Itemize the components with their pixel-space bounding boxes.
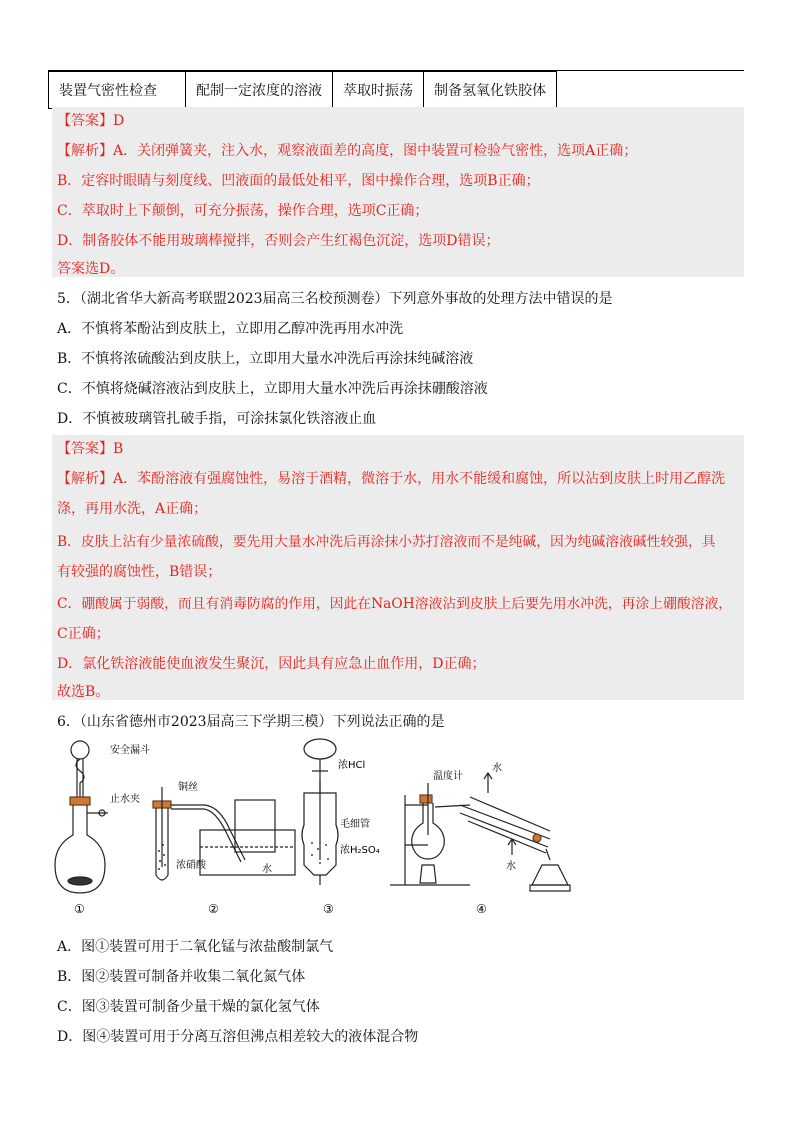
table-cell: 装置气密性检查	[49, 72, 186, 109]
apparatus-3-column-icon	[302, 739, 338, 885]
analysis-q5-line: 【解析】A．苯酚溶液有强腐蚀性，易溶于酒精，微溶于水，用水不能缓和腐蚀，所以沾到皮肤上时用乙醇洗	[57, 471, 726, 487]
analysis-q5-line: C正确；	[57, 626, 110, 642]
label-water-out: 水	[492, 763, 502, 774]
label-water-in: 水	[506, 861, 516, 872]
analysis-q5-line: 有较强的腐蚀性，B错误；	[57, 564, 222, 580]
analysis-q4-line: B．定容时眼睛与刻度线、凹液面的最低处相平，图中操作合理，选项B正确；	[57, 173, 540, 189]
analysis-q5-line: B．皮肤上沾有少量浓硫酸，要先用大量水冲洗后再涂抹小苏打溶液而不是纯碱，因为纯碱溶液碱性较强，具	[57, 534, 716, 550]
option-table	[48, 71, 557, 109]
question-6-option: D．图④装置可用于分离互溶但沸点相差较大的液体混合物	[57, 1029, 419, 1045]
analysis-q5-line: C．硼酸属于弱酸，而且有消毒防腐的作用，因此在NaOH溶液沾到皮肤上后要先用水冲洗，再涂上硼酸溶液，	[57, 596, 733, 612]
label-conc-h2so4: 浓H₂SO₄	[340, 845, 380, 856]
figure-number-1: ①	[74, 902, 85, 916]
analysis-q4-line: D．制备胶体不能用玻璃棒搅拌，否则会产生红褐色沉淀，选项D错误；	[57, 233, 500, 249]
question-5-option: D．不慎被玻璃管扎破手指，可涂抹氯化铁溶液止血	[57, 411, 377, 427]
analysis-label: 【解析】	[57, 143, 113, 159]
figure-number-4: ④	[476, 902, 487, 916]
analysis-q5-line: 涤，再用水洗，A正确；	[57, 501, 208, 517]
question-5-option: B．不慎将浓硫酸沾到皮肤上，立即用大量水冲洗后再涂抹纯碱溶液	[57, 351, 474, 367]
analysis-q4-line: 答案选D。	[57, 261, 125, 277]
apparatus-4-distillation-icon	[390, 773, 570, 891]
analysis-q5-line: D．氯化铁溶液能使血液发生聚沉，因此具有应急止血作用，D正确；	[57, 656, 486, 672]
apparatus-2-tube-icon	[153, 787, 295, 880]
analysis-label: 【解析】	[57, 471, 113, 487]
analysis-q5-line: 故选B。	[57, 684, 110, 700]
question-6-stem: 6．（山东省德州市2023届高三下学期三模）下列说法正确的是	[57, 714, 445, 730]
question-6-option: C．图③装置可制备少量干燥的氯化氢气体	[57, 999, 320, 1015]
question-6-option: A．图①装置可用于二氧化锰与浓盐酸制氯气	[57, 939, 334, 955]
label-capillary: 毛细管	[340, 819, 370, 830]
table-cell: 制备氢氧化铁胶体	[424, 72, 557, 109]
label-funnel: 安全漏斗	[110, 745, 150, 756]
figure-number-3: ③	[323, 902, 334, 916]
table-cell: 配制一定浓度的溶液	[186, 72, 333, 109]
answer-q5: 【答案】B	[57, 441, 124, 457]
analysis-q4-line: 【解析】A．关闭弹簧夹，注入水，观察液面差的高度，图中装置可检验气密性，选项A正确；	[57, 143, 638, 159]
answer-q4: 【答案】D	[57, 113, 125, 129]
question-6-option: B．图②装置可制备并收集二氧化氮气体	[57, 969, 306, 985]
label-copper-wire: 铜丝	[178, 782, 198, 793]
analysis-q4-line: C．萃取时上下颠倒，可充分振荡，操作合理，选项C正确；	[57, 203, 429, 219]
label-conc-nitric: 浓硝酸	[176, 860, 206, 871]
figure-number-2: ②	[208, 902, 219, 916]
label-water: 水	[262, 864, 272, 875]
question-5-option: C．不慎将烧碱溶液沾到皮肤上，立即用大量水冲洗后再涂抹硼酸溶液	[57, 381, 488, 397]
apparatus-1-flask-icon	[55, 741, 108, 893]
table-cell: 萃取时振荡	[333, 72, 424, 109]
question-5-stem: 5．（湖北省华大新高考联盟2023届高三名校预测卷）下列意外事故的处理方法中错误的是	[57, 291, 613, 307]
answer-box-q4	[52, 107, 744, 277]
label-thermometer: 温度计	[433, 771, 463, 782]
label-clamp: 止水夹	[110, 794, 140, 805]
label-conc-hcl: 浓HCl	[338, 760, 366, 771]
apparatus-figure	[50, 735, 590, 920]
question-5-option: A．不慎将苯酚沾到皮肤上，立即用乙醇冲洗再用水冲洗	[57, 321, 404, 337]
